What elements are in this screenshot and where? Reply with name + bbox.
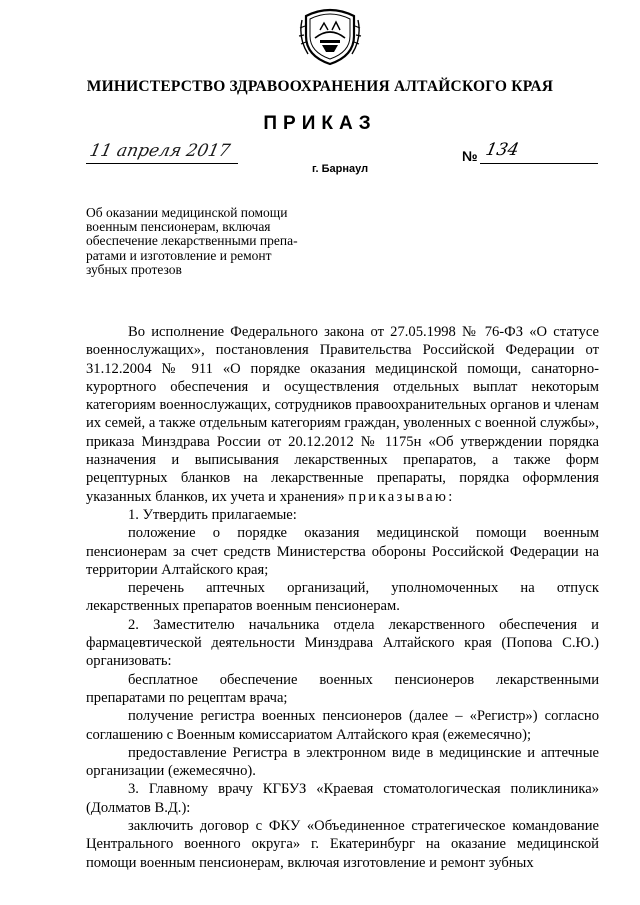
body-paragraph: предоставление Регистра в электронном виде в медицинские и аптечные организации (ежемесячно). <box>86 744 599 780</box>
body-paragraph: 1. Утвердить прилагаемые: <box>128 506 297 523</box>
city-label: г. Барнаул <box>312 163 369 175</box>
handwritten-order-number: 134 <box>483 140 521 160</box>
number-label: № <box>462 148 478 164</box>
body-paragraph: положение о порядке оказания медицинской помощи военным пенсионерам за счет средств Министерства обороны Российской Федерации на территории Алтайского края; <box>86 525 599 578</box>
order-keyword: приказываю <box>348 488 449 505</box>
body-paragraph: перечень аптечных организаций, уполномоченных на отпуск лекарственных препаратов военным пенсионерам. <box>86 580 599 615</box>
preamble-paragraph <box>86 323 599 506</box>
body-paragraph: получение регистра военных пенсионеров (далее – «Регистр») согласно соглашению с Военным комиссариатом Алтайского края (ежемесячно); <box>86 708 599 743</box>
ministry-title: МИНИСТЕРСТВО ЗДРАВООХРАНЕНИЯ АЛТАЙСКОГО КРАЯ <box>86 78 554 95</box>
handwritten-date: 11 апреля 2017 <box>87 141 232 161</box>
subject-line: зубных протезов <box>86 261 182 277</box>
preamble-end: : <box>448 488 453 505</box>
order-body <box>86 323 599 872</box>
subject-line: обеспечение лекарственными препа- <box>86 233 298 249</box>
body-paragraph: бесплатное обеспечение военных пенсионеров лекарственными препаратами по рецептам врача; <box>86 671 599 706</box>
body-paragraph: 3. Главному врачу КГБУЗ «Краевая стоматологическая поликлиника» (Долматов В.Д.): <box>86 781 599 816</box>
number-underline <box>480 163 598 164</box>
body-paragraph: заключить договор с ФКУ «Объединенное стратегическое командование Центрального военного округа» г. Екатеринбург на оказание медицинской помощи военным пенсионерам, включая изготовление и ремонт зубных <box>86 818 599 871</box>
date-underline <box>86 163 238 164</box>
coat-of-arms-emblem <box>298 6 362 66</box>
subject-line: Об оказании медицинской помощи <box>86 205 288 220</box>
subject-line: ратами и изготовление и ремонт <box>86 247 272 263</box>
subject-line: военным пенсионерам, включая <box>86 219 271 235</box>
body-paragraph: 2. Заместителю начальника отдела лекарственного обеспечения и фармацевтической деятельности Минздрава Алтайского края (Попова С.Ю.) организовать: <box>86 616 599 670</box>
document-type-title: ПРИКАЗ <box>263 113 377 134</box>
preamble-text: Во исполнение Федерального закона от 27.05.1998 № 76-ФЗ «О статусе военнослужащих», постановления Правительства Российской Федерации от 31.12.2004 № 911 «О порядке оказания медицинской помощи, санаторно-курортного обеспечения и осуществления отдельных выплат некоторым категориям военнослужащих, сотрудников правоохранительных органов и членам их семей, а также отдельным категориям граждан, уволенных с военной службы», приказа Минздрава России от 20.12.2012 № 1175н «Об утверждении порядка назначения и выписывания лекарственных препаратов, а также форм рецептурных бланков на лекарственные препараты, порядка оформления указанных бланков, их учета и хранения» <box>86 324 599 505</box>
order-subject <box>86 206 330 277</box>
